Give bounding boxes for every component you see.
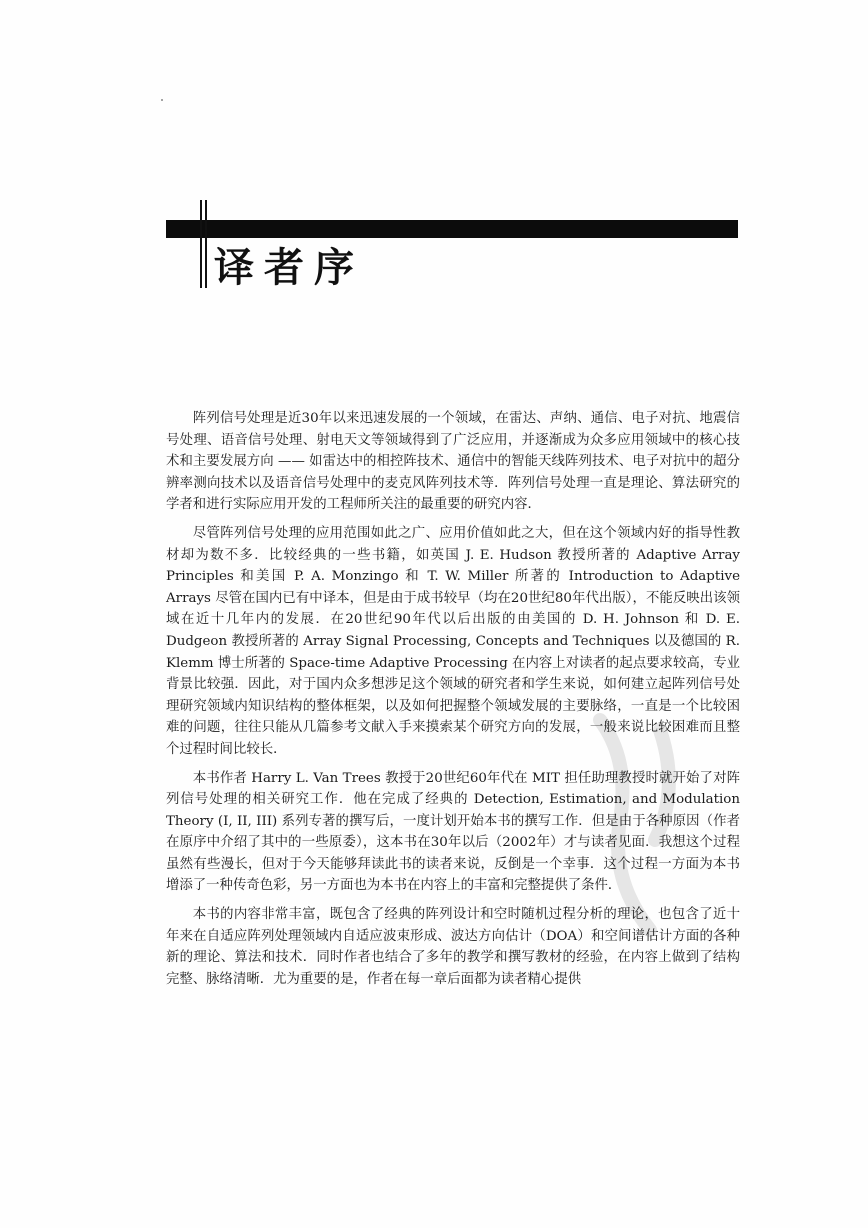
body-text [166,408,740,997]
chapter-vertical-rule [205,200,207,288]
paragraph: 本书作者 Harry L. Van Trees 教授于20世纪60年代在 MIT 担任助理教授时就开始了对阵列信号处理的相关研究工作．他在完成了经典的 Detection, Estimation, and Modulation Theory (I, II, III) 系列专著的撰写后，一度计划开始本书的撰写工作．但是由于各种原因（作者在原序中介绍了其中的一些原委），这本书在30年以后（2002年）才与读者见面．我想这个过程虽然有些漫长，但对于今天能够拜读此书的读者来说，反倒是一个幸事．这个过程一方面为本书增添了一种传奇色彩，另一方面也为本书在内容上的丰富和完整提供了条件． [166,770,740,894]
chapter-vertical-rule [200,200,202,288]
scan-speck [161,99,163,101]
paragraph: 本书的内容非常丰富，既包含了经典的阵列设计和空时随机过程分析的理论，也包含了近十年来在自适应阵列处理领域内自适应波束形成、波达方向估计（DOA）和空间谱估计方面的各种新的理论、算法和技术．同时作者也结合了多年的教学和撰写教材的经验，在内容上做到了结构完整、脉络清晰．尤为重要的是，作者在每一章后面都为读者精心提供 [166,907,740,987]
paragraph: 阵列信号处理是近30年以来迅速发展的一个领域，在雷达、声纳、通信、电子对抗、地震信号处理、语音信号处理、射电天文等领域得到了广泛应用，并逐渐成为众多应用领域中的核心技术和主要发展方向 —— 如雷达中的相控阵技术、通信中的智能天线阵列技术、电子对抗中的超分辨率测向技术以及语音信号处理中的麦克风阵列技术等．阵列信号处理一直是理论、算法研究的学者和进行实际应用开发的工程师所关注的最重要的研究内容． [166,411,740,513]
paragraph: 尽管阵列信号处理的应用范围如此之广、应用价值如此之大，但在这个领域内好的指导性教材却为数不多．比较经典的一些书籍，如英国 J. E. Hudson 教授所著的 Adaptive Array Principles 和美国 P. A. Monzingo 和 T. W. Miller 所著的 Introduction to Adaptive Arrays 尽管在国内已有中译本，但是由于成书较早（均在20世纪80年代出版），不能反映出该领域在近十几年内的发展．在20世纪90年代以后出版的由美国的 D. H. Johnson 和 D. E. Dudgeon 教授所著的 Array Signal Processing, Concepts and Techniques 以及德国的 R. Klemm 博士所著的 Space-time Adaptive Processing 在内容上对读者的起点要求较高，专业背景比较强．因此，对于国内众多想涉足这个领域的研究者和学生来说，如何建立起阵列信号处理研究领域内知识结构的整体框架，以及如何把握整个领域发展的主要脉络，一直是一个比较困难的问题，往往只能从几篇参考文献入手来摸索某个研究方向的发展，一般来说比较困难而且整个过程时间比较长． [166,525,740,757]
chapter-title-bar [166,220,738,238]
chapter-title: 译者序 [214,244,364,291]
